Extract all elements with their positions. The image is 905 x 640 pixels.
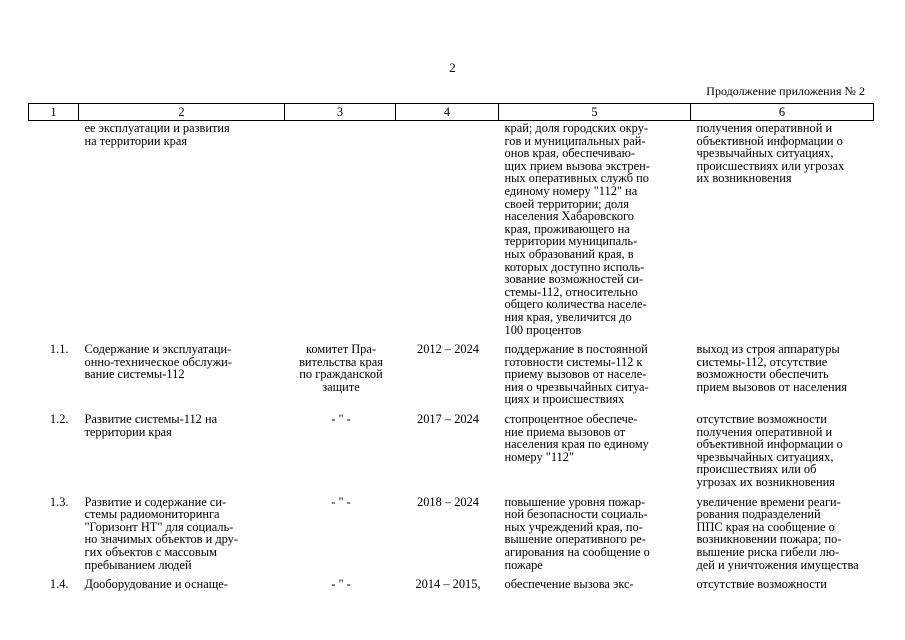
row-number bbox=[29, 121, 79, 344]
measure-name: Развитие системы-112 на территории края bbox=[84, 412, 218, 439]
consequences: выход из строя аппаратуры системы-112, отсутствие возможности обеспечить прием вызовов от населения bbox=[696, 342, 847, 394]
period: 2018 – 2024 bbox=[417, 494, 479, 509]
table-body bbox=[29, 121, 874, 598]
column-header-3: 3 bbox=[285, 104, 396, 121]
period: 2014 – 2015, bbox=[415, 577, 481, 592]
consequences: увеличение времени реаги- рования подразделений ППС края на сообщение о возникновении пожара; по- вышение риска гибели лю- дей и уничтожения имущества bbox=[696, 494, 859, 572]
executor: - " - bbox=[331, 494, 351, 509]
expected-result: обеспечение вызова экс- bbox=[504, 577, 634, 592]
executor bbox=[285, 121, 396, 344]
period: 2012 – 2024 bbox=[417, 342, 479, 357]
column-header-1: 1 bbox=[29, 104, 79, 121]
row-number: 1.2. bbox=[49, 412, 69, 427]
consequences: отсутствие возможности получения оперативной и объективной информации о чрезвычайных ситуациях, происшествиях или об угрозах их возникновения bbox=[696, 412, 843, 490]
column-header-4: 4 bbox=[396, 104, 499, 121]
period bbox=[396, 121, 499, 344]
table-row bbox=[29, 343, 874, 413]
period: 2017 – 2024 bbox=[417, 412, 479, 427]
page-number: 2 bbox=[449, 60, 456, 75]
table-header-row bbox=[29, 104, 874, 121]
measure-name: ее эксплуатации и развития на территории края bbox=[84, 121, 230, 148]
executor: комитет Пра- вительства края по гражданской защите bbox=[299, 342, 383, 394]
row-number: 1.1. bbox=[49, 342, 69, 357]
column-header-6: 6 bbox=[691, 104, 874, 121]
measures-table bbox=[28, 103, 874, 598]
table-row bbox=[29, 496, 874, 579]
expected-result: поддержание в постоянной готовности системы-112 к приему вызовов от населе- ния о чрезвычайных ситуа- циях и происшествиях bbox=[504, 342, 649, 407]
measure-name: Содержание и эксплуатаци- онно-техническое обслужи- вание системы-112 bbox=[84, 342, 232, 382]
table-header bbox=[29, 104, 874, 121]
measure-name: Развитие и содержание си- стемы радиомониторинга "Горизонт НТ" для социаль- но значимых объектов и дру- гих объектов с массовым пребыванием людей bbox=[84, 494, 239, 572]
expected-result: стопроцентное обеспече- ние приема вызовов от населения края по единому номеру "112" bbox=[504, 412, 649, 464]
column-header-2: 2 bbox=[79, 104, 285, 121]
column-header-5: 5 bbox=[499, 104, 691, 121]
table-row bbox=[29, 121, 874, 344]
expected-result: повышение уровня пожар- ной безопасности социаль- ных учреждений края, по- вышение оперативного ре- агирования на сообщение о пожаре bbox=[504, 494, 650, 572]
executor: - " - bbox=[331, 577, 351, 592]
measure-name: Дооборудование и оснаще- bbox=[84, 577, 228, 592]
consequences: отсутствие возможности bbox=[696, 577, 827, 592]
row-number: 1.4. bbox=[49, 577, 69, 592]
executor: - " - bbox=[331, 412, 351, 427]
table-row bbox=[29, 413, 874, 496]
row-number: 1.3. bbox=[49, 494, 69, 509]
appendix-continuation-note: Продолжение приложения № 2 bbox=[706, 84, 865, 98]
table-row bbox=[29, 578, 874, 598]
consequences: получения оперативной и объективной информации о чрезвычайных ситуациях, происшествиях или угрозах их возникновения bbox=[696, 121, 845, 186]
expected-result: край; доля городских окру- гов и муниципальных рай- онов края, обеспечиваю- щих прием вызова экстрен- ных оперативных служб по единому номеру "112" на своей территории; доля населения Хабаровского края, проживающего на территории муниципаль- ных образований края, в которых доступно исполь- зование возможностей си- стемы-112, относительно общего количества населе- ния края, увеличится до 100 процентов bbox=[504, 121, 650, 337]
